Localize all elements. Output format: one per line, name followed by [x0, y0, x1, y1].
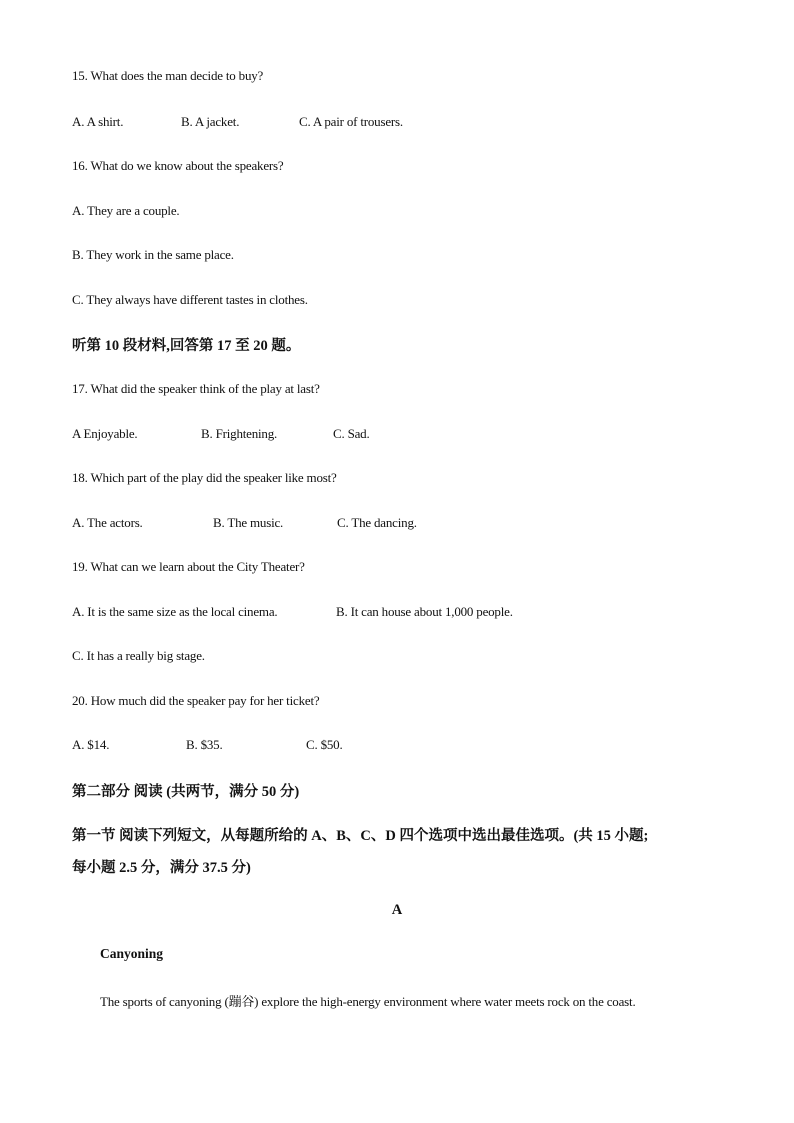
passage-letter: A [391, 902, 403, 918]
q19-option-c: C. It has a really big stage. [72, 648, 205, 663]
passage-title: Canyoning [100, 946, 164, 961]
q17-option-a: A Enjoyable. [72, 426, 138, 441]
q18-option-a: A. The actors. [72, 515, 143, 530]
q16-option-a: A. They are a couple. [72, 203, 180, 218]
q15-option-b: B. A jacket. [181, 114, 240, 129]
q15-option-a: A. A shirt. [72, 114, 124, 129]
section-10-instruction: 听第 10 段材料,回答第 17 至 20 题。 [72, 338, 301, 354]
question-18-stem: 18. Which part of the play did the speaker like most? [72, 470, 337, 485]
section-1-instruction-line1: 第一节 阅读下列短文，从每题所给的 A、B、C、D 四个选项中选出最佳选项。(共 15 小题; [72, 828, 649, 844]
q17-option-b: B. Frightening. [201, 426, 278, 441]
q19-option-a: A. It is the same size as the local cinema. [72, 604, 278, 619]
q15-option-c: C. A pair of trousers. [299, 114, 403, 129]
q20-option-a: A. $14. [72, 737, 110, 752]
q16-option-c: C. They always have different tastes in clothes. [72, 292, 308, 307]
q19-option-b: B. It can house about 1,000 people. [336, 604, 513, 619]
question-16-stem: 16. What do we know about the speakers? [72, 158, 284, 173]
question-20-stem: 20. How much did the speaker pay for her ticket? [72, 693, 320, 708]
q18-option-b: B. The music. [213, 515, 284, 530]
question-19-stem: 19. What can we learn about the City Theater? [72, 559, 305, 574]
q20-option-b: B. $35. [186, 737, 223, 752]
question-15-stem: 15. What does the man decide to buy? [72, 68, 264, 83]
q16-option-b: B. They work in the same place. [72, 247, 234, 262]
passage-first-line: The sports of canyoning (蹦谷) explore the high-energy environment where water meets rock on the coast. [100, 994, 636, 1009]
q18-option-c: C. The dancing. [337, 515, 417, 530]
part-2-heading: 第二部分 阅读 (共两节，满分 50 分) [72, 784, 300, 800]
q20-option-c: C. $50. [306, 737, 343, 752]
q17-option-c: C. Sad. [333, 426, 370, 441]
section-1-instruction-line2: 每小题 2.5 分，满分 37.5 分) [72, 860, 251, 876]
question-17-stem: 17. What did the speaker think of the play at last? [72, 381, 320, 396]
